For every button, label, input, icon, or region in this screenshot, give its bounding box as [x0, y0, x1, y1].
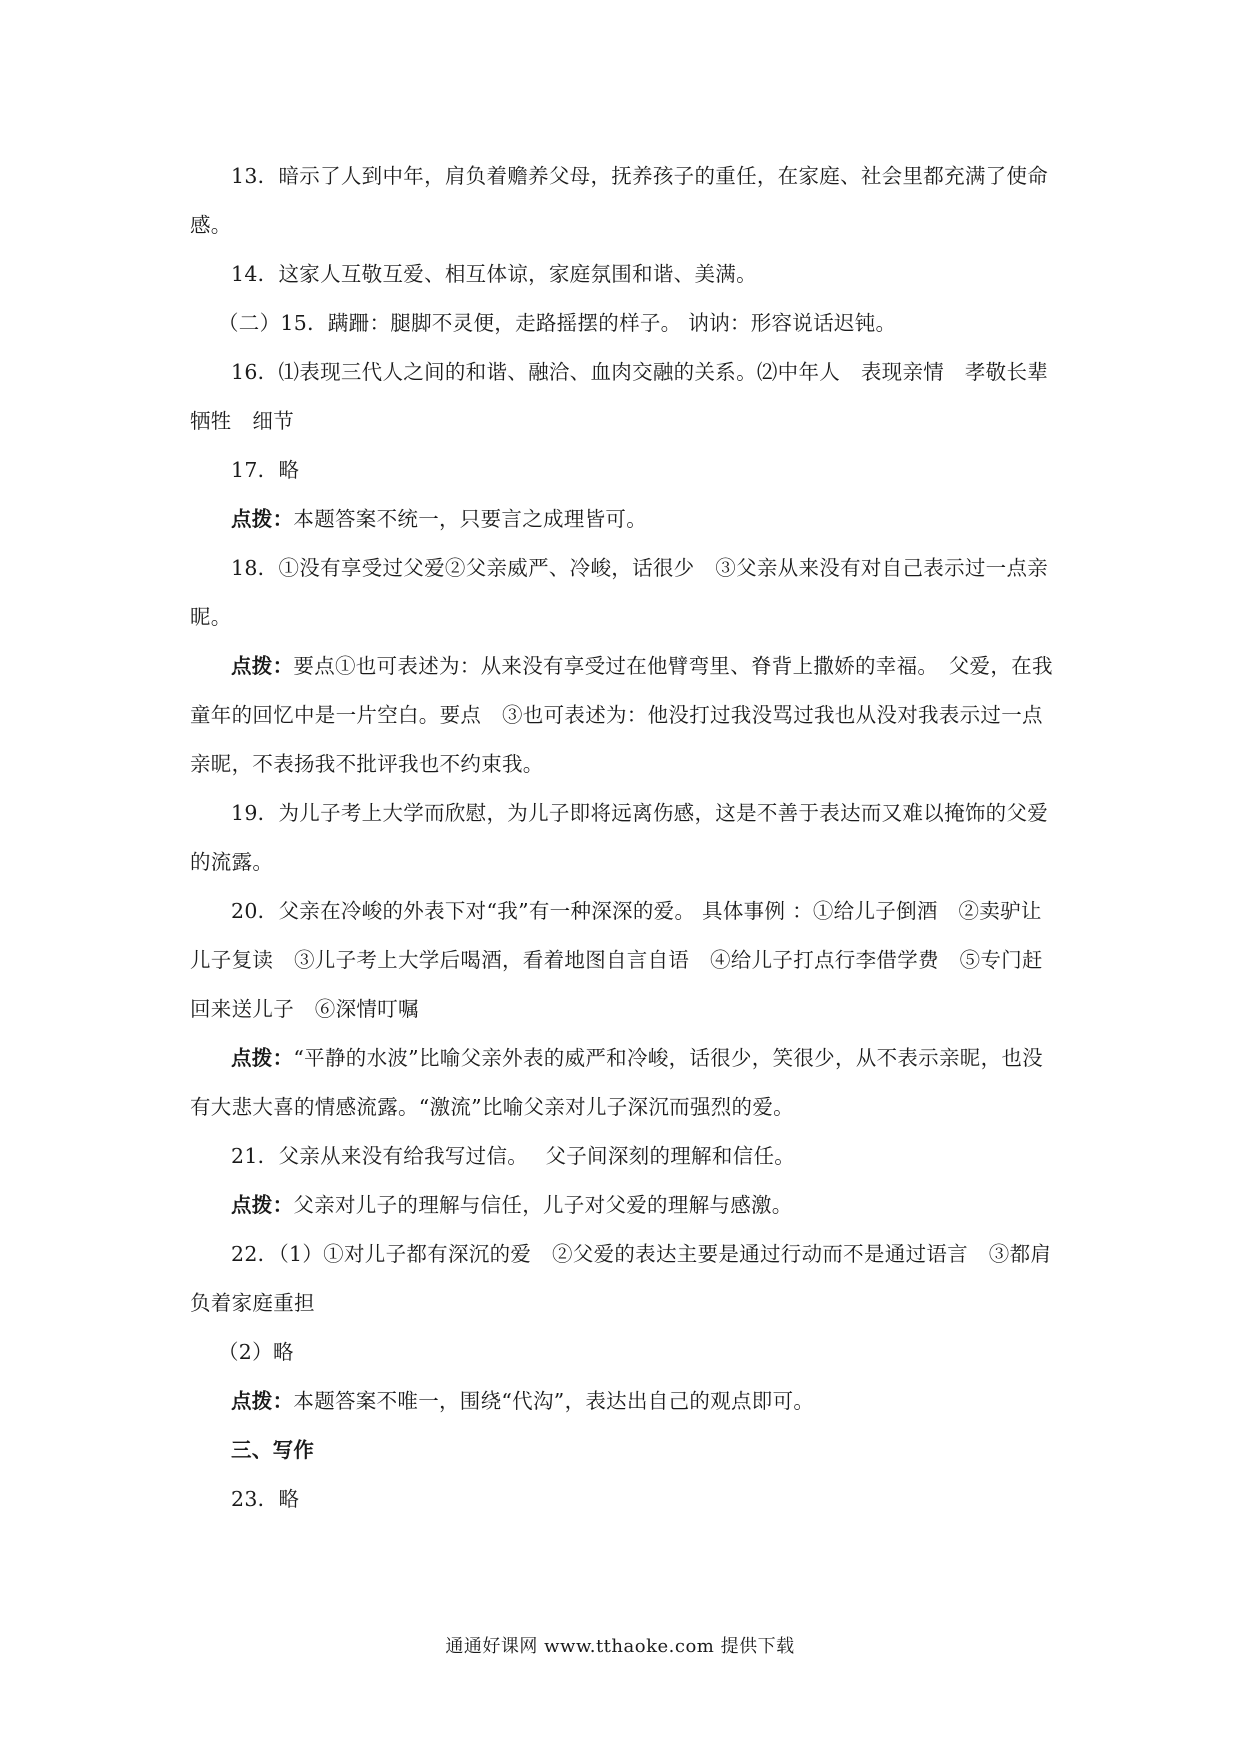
- tip-21: [190, 1181, 1058, 1230]
- answer-23: 23．略: [231, 1487, 300, 1511]
- answer-19: 19．为儿子考上大学而欣慰，为儿子即将远离伤感，这是不善于表达而又难以掩饰的父爱的流露。: [190, 801, 1049, 874]
- tip-text: 要点①也可表述为：从来没有享受过在他臂弯里、脊背上撒娇的幸福。 父爱，在我童年的回忆中是一片空白。要点 ③也可表述为：他没打过我没骂过我也从没对我表示过一点亲昵，不表扬我不批评我也不约束我。: [190, 654, 1053, 776]
- tip-text: 本题答案不统一，只要言之成理皆可。: [293, 507, 648, 531]
- answer-20: 20．父亲在冷峻的外表下对“我”有一种深深的爱。 具体事例 ：①给儿子倒酒 ②卖驴让儿子复读 ③儿子考上大学后喝酒，看着地图自言自语 ④给儿子打点行李借学费 ⑤专门赶回来送儿子 ⑥深情叮嘱: [190, 899, 1043, 1021]
- tip-18: [190, 642, 1058, 789]
- answer-17: 17．略: [231, 458, 300, 482]
- answer-18: 18．①没有享受过父爱②父亲威严、冷峻，话很少 ③父亲从来没有对自己表示过一点亲昵。: [190, 556, 1049, 629]
- answer-16: 16．⑴表现三代人之间的和谐、融洽、血肉交融的关系。⑵中年人 表现亲情 孝敬长辈 牺牲 细节: [190, 360, 1069, 433]
- tip-label: 点拨：: [231, 654, 294, 678]
- tip-20: [190, 1034, 1058, 1132]
- tip-label: 点拨：: [231, 1193, 294, 1217]
- answer-13: 13．暗示了人到中年，肩负着赡养父母，抚养孩子的重任，在家庭、社会里都充满了使命感。: [190, 164, 1049, 237]
- tip-text: 父亲对儿子的理解与信任，儿子对父爱的理解与感激。: [293, 1193, 793, 1217]
- answer-22: 22．（1）①对儿子都有深沉的爱 ②父爱的表达主要是通过行动而不是通过语言 ③都肩负着家庭重担: [190, 1242, 1052, 1315]
- answer-14: 14．这家人互敬互爱、相互体谅，家庭氛围和谐、美满。: [231, 262, 757, 286]
- page-footer: 通通好课网 www.tthaoke.com 提供下载: [445, 1636, 795, 1657]
- answer-page: [190, 152, 1069, 1524]
- tip-text: 本题答案不唯一，围绕“代沟”，表达出自己的观点即可。: [293, 1389, 815, 1413]
- tip-label: 点拨：: [231, 1389, 294, 1413]
- tip-22: [190, 1377, 1058, 1426]
- tip-17: [190, 495, 1058, 544]
- tip-label: 点拨：: [231, 507, 294, 531]
- answer-22-part2: （2）略: [218, 1340, 294, 1364]
- tip-text: “平静的水波”比喻父亲外表的威严和冷峻，话很少，笑很少，从不表示亲昵，也没有大悲大喜的情感流露。“激流”比喻父亲对儿子深沉而强烈的爱。: [190, 1046, 1043, 1119]
- section-heading-writing: 三、写作: [231, 1438, 315, 1462]
- answer-21: 21．父亲从来没有给我写过信。 父子间深刻的理解和信任。: [231, 1144, 796, 1168]
- tip-label: 点拨：: [231, 1046, 294, 1070]
- answer-15: （二）15．蹒跚：腿脚不灵便，走路摇摆的样子。 讷讷：形容说话迟钝。: [218, 311, 897, 335]
